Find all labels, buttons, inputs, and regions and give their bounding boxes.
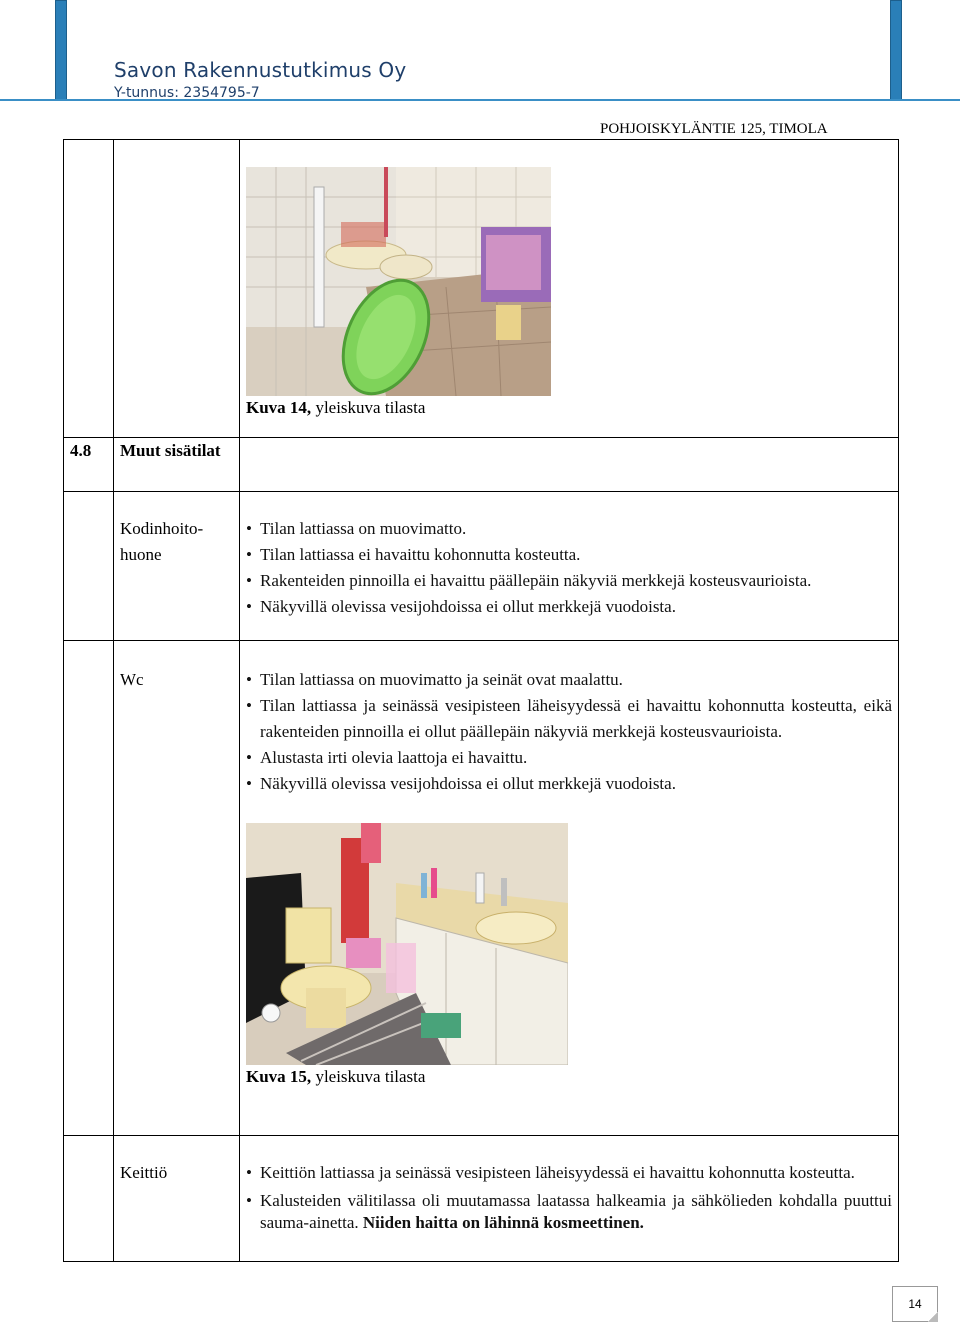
room-findings-cell — [240, 641, 899, 1136]
room-name-cell — [114, 492, 240, 641]
utility-room-photo — [246, 167, 551, 396]
room-findings-cell — [240, 492, 899, 641]
business-id: Y-tunnus: 2354795-7 — [114, 85, 260, 101]
photo-caption-14 — [246, 396, 892, 420]
room-findings-cell — [240, 1136, 899, 1262]
finding-item: • Keittiön lattiassa ja seinässä vesipisteen läheisyydessä ei havaittu kohonnutta kosteutta. — [246, 1160, 892, 1186]
findings-list — [246, 1160, 892, 1234]
room-name-cell — [114, 641, 240, 1136]
findings-list — [246, 516, 892, 620]
section-title: Muut sisätilat — [120, 441, 221, 460]
header-left-bar — [55, 0, 67, 100]
property-address: POHJOISKYLÄNTIE 125, TIMOLA — [600, 121, 828, 137]
empty-cell — [114, 140, 240, 438]
wc-photo — [246, 823, 568, 1065]
empty-cell — [240, 438, 899, 492]
caption-label: Kuva 15, — [246, 1067, 312, 1086]
room-name: Kodinhoito-huone — [120, 519, 204, 564]
finding-item: • Näkyvillä olevissa vesijohdoissa ei ollut merkkejä vuodoista. — [246, 594, 892, 620]
empty-cell — [64, 140, 114, 438]
room-name-cell — [114, 1136, 240, 1262]
finding-item: • Tilan lattiassa ja seinässä vesipisteen läheisyydessä ei havaittu kohonnutta kosteutta, eikä rakenteiden pinnoilla ei ollut päällepäin näkyviä merkkejä kosteusvaurioista. — [246, 693, 892, 745]
caption-text: yleiskuva tilasta — [311, 398, 426, 417]
room-name: Wc — [120, 670, 144, 689]
section-row — [64, 438, 899, 492]
header-right-bar — [890, 0, 902, 100]
section-title-cell — [114, 438, 240, 492]
findings-list — [246, 667, 892, 797]
finding-item: • Näkyvillä olevissa vesijohdoissa ei ollut merkkejä vuodoista. — [246, 771, 892, 797]
inspection-table — [63, 139, 899, 1262]
company-name: Savon Rakennustutkimus Oy — [114, 58, 407, 82]
section-number-cell — [64, 438, 114, 492]
photo-row-14 — [64, 140, 899, 438]
empty-cell — [64, 1136, 114, 1262]
finding-text: Kalusteiden välitilassa oli muutamassa laatassa halkeamia ja sähkölieden kohdalla puuttui sauma-ainetta. — [260, 1191, 892, 1232]
caption-label: Kuva 14, — [246, 398, 312, 417]
finding-item — [246, 1190, 892, 1234]
finding-item: • Tilan lattiassa on muovimatto ja seinät ovat maalattu. — [246, 667, 892, 693]
room-row-wc — [64, 641, 899, 1136]
room-row-kitchen — [64, 1136, 899, 1262]
finding-item: • Alustasta irti olevia laattoja ei havaittu. — [246, 745, 892, 771]
photo-caption-15 — [246, 1065, 892, 1089]
finding-conclusion: Niiden haitta on lähinnä kosmeettinen. — [362, 1213, 644, 1232]
page-number: 14 — [892, 1286, 938, 1322]
empty-cell — [64, 641, 114, 1136]
empty-cell — [64, 492, 114, 641]
finding-item: • Rakenteiden pinnoilla ei havaittu päällepäin näkyviä merkkejä kosteusvaurioista. — [246, 568, 892, 594]
finding-item: • Tilan lattiassa on muovimatto. — [246, 516, 892, 542]
photo-cell-14 — [240, 140, 899, 438]
room-name: Keittiö — [120, 1163, 168, 1182]
section-number: 4.8 — [70, 441, 92, 460]
room-row-utility — [64, 492, 899, 641]
finding-item: • Tilan lattiassa ei havaittu kohonnutta kosteutta. — [246, 542, 892, 568]
caption-text: yleiskuva tilasta — [311, 1067, 426, 1086]
